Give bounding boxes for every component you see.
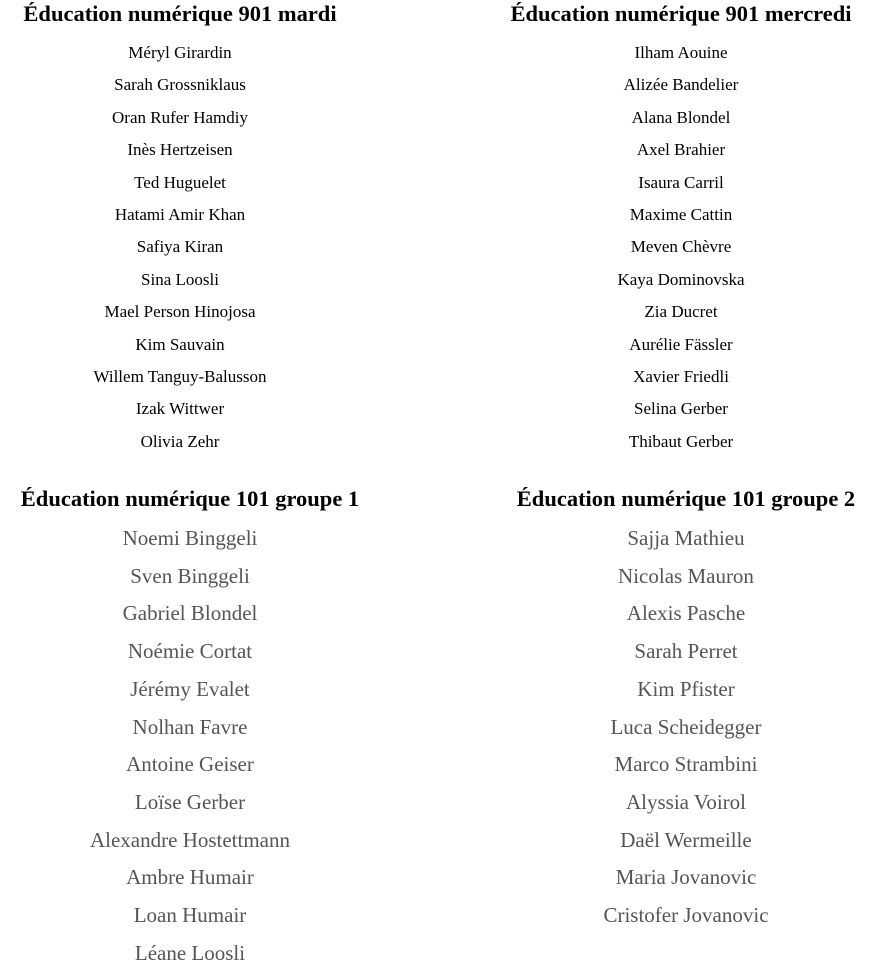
student-name: Cristofer Jovanovic — [603, 903, 769, 928]
student-name: Meven Chèvre — [630, 237, 732, 257]
group-101-groupe-1 — [0, 485, 380, 972]
student-name: Sajja Mathieu — [627, 526, 745, 550]
student-name: Alexandre Hostettmann — [89, 827, 291, 852]
student-name: Xavier Friedli — [633, 367, 729, 387]
group-901-mardi — [0, 0, 360, 458]
student-name: Gabriel Blondel — [122, 601, 258, 626]
student-name: Luca Scheidegger — [610, 714, 762, 739]
student-name: Thibaut Gerber — [628, 431, 734, 451]
student-name: Sarah Perret — [634, 639, 738, 664]
student-name: Jérémy Evalet — [130, 676, 250, 701]
student-name: Aurélie Fässler — [629, 334, 733, 354]
group-101-groupe-2 — [496, 485, 876, 935]
student-name: Inès Hertzeisen — [127, 140, 233, 160]
student-name: Noémie Cortat — [127, 639, 253, 664]
student-list — [486, 37, 876, 458]
student-name: Alyssia Voirol — [626, 789, 746, 814]
student-name: Zia Ducret — [644, 302, 718, 322]
student-name: Hatami Amir Khan — [114, 205, 246, 225]
student-name: Loïse Gerber — [134, 789, 246, 814]
student-name: Oran Rufer Hamdiy — [112, 107, 248, 127]
student-name: Ted Huguelet — [134, 172, 226, 192]
student-name: Noemi Binggeli — [122, 526, 258, 550]
student-name: Isaura Carril — [638, 172, 724, 192]
student-name: Antoine Geiser — [126, 752, 254, 777]
student-name: Izak Wittwer — [135, 399, 225, 419]
group-title: Éducation numérique 901 mercredi — [510, 1, 852, 26]
student-name: Méryl Girardin — [128, 43, 232, 62]
student-name: Sven Binggeli — [130, 563, 250, 588]
student-name: Kim Sauvain — [135, 334, 225, 354]
student-name: Léane Loosli — [134, 940, 246, 965]
student-name: Sarah Grossniklaus — [114, 75, 246, 95]
student-name: Ambre Humair — [126, 865, 254, 890]
group-title: Éducation numérique 901 mardi — [23, 1, 337, 26]
student-name: Axel Brahier — [636, 140, 726, 160]
student-list — [0, 520, 380, 972]
student-name: Daël Wermeille — [620, 827, 752, 852]
student-name: Alexis Pasche — [626, 601, 746, 626]
student-list — [0, 37, 360, 458]
student-name: Loan Humair — [133, 903, 247, 928]
student-list — [496, 520, 876, 935]
student-name: Kim Pfister — [637, 676, 735, 701]
group-901-mercredi — [486, 0, 876, 458]
student-name: Nolhan Favre — [132, 714, 248, 739]
student-name: Maxime Cattin — [629, 205, 733, 225]
student-name: Kaya Dominovska — [617, 269, 745, 289]
student-name: Mael Person Hinojosa — [104, 302, 256, 322]
group-title: Éducation numérique 101 groupe 1 — [20, 486, 360, 511]
student-name: Safiya Kiran — [136, 237, 224, 257]
student-name: Selina Gerber — [634, 399, 728, 419]
student-name: Willem Tanguy-Balusson — [93, 367, 267, 387]
student-name: Maria Jovanovic — [615, 865, 757, 890]
student-name: Alana Blondel — [631, 107, 731, 127]
student-name: Olivia Zehr — [140, 431, 220, 451]
student-name: Ilham Aouine — [634, 43, 728, 62]
group-title: Éducation numérique 101 groupe 2 — [516, 486, 856, 511]
student-name: Marco Strambini — [614, 752, 758, 777]
student-name: Alizée Bandelier — [623, 75, 739, 95]
student-name: Nicolas Mauron — [618, 563, 754, 588]
student-name: Sina Loosli — [141, 269, 219, 289]
